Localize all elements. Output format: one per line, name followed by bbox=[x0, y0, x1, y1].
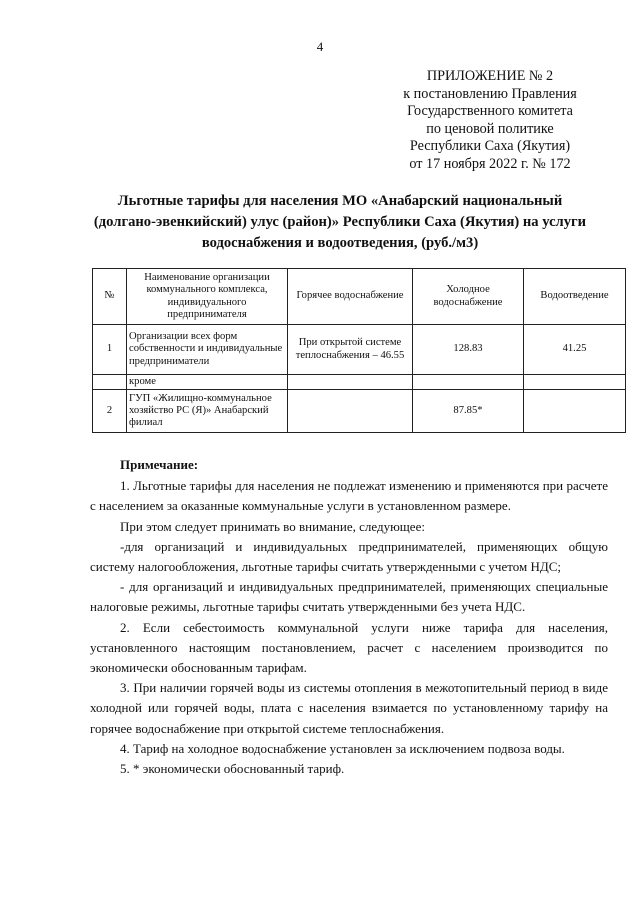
cell-hot-water: При открытой системе теплоснабжения – 46.55 bbox=[288, 325, 413, 375]
header-organization: Наименование организации коммунального комплекса, индивидуального предпринимателя bbox=[127, 269, 288, 325]
notes-heading: Примечание: bbox=[120, 457, 199, 472]
table-row bbox=[93, 375, 626, 390]
cell-hot-water bbox=[288, 390, 413, 433]
note-paragraph: -для организаций и индивидуальных предпринимателей, применяющих общую систему налогообложения, льготные тарифы считать утвержденными с учетом НДС; bbox=[90, 538, 608, 575]
note-paragraph: 5. * экономически обоснованный тариф. bbox=[120, 761, 345, 777]
appendix-line: по ценовой политике bbox=[426, 120, 554, 137]
header-drainage: Водоотведение bbox=[524, 269, 626, 325]
cell-cold-water: 128.83 bbox=[413, 325, 524, 375]
note-paragraph: - для организаций и индивидуальных предпринимателей, применяющих специальные налоговые режимы, льготные тарифы считать утвержденными без учета НДС. bbox=[90, 579, 608, 615]
cell-cold-water: 87.85* bbox=[413, 390, 524, 433]
cell-hot-water bbox=[288, 375, 413, 390]
cell-num: 2 bbox=[93, 390, 127, 433]
appendix-block bbox=[360, 68, 620, 174]
header-num: № bbox=[93, 269, 127, 325]
note-paragraph: При этом следует принимать во внимание, следующее: bbox=[120, 518, 425, 534]
cell-organization: ГУП «Жилищно-коммунальное хозяйство РС (Я)» Анабарский филиал bbox=[127, 390, 288, 433]
appendix-line: от 17 ноября 2022 г. № 172 bbox=[409, 155, 571, 172]
tariff-table bbox=[92, 268, 626, 433]
cell-organization: кроме bbox=[127, 375, 288, 390]
appendix-line: Государственного комитета bbox=[407, 103, 573, 120]
notes-section bbox=[90, 455, 608, 779]
cell-organization: Организации всех форм собственности и индивидуальные предприниматели bbox=[127, 325, 288, 375]
table-header-row bbox=[93, 269, 626, 325]
table-row bbox=[93, 325, 626, 375]
table-row bbox=[93, 390, 626, 433]
header-hot-water: Горячее водоснабжение bbox=[288, 269, 413, 325]
document-title: Льготные тарифы для населения МО «Анабарский национальный (долгано-эвенкийский) улус (район)» Республики Саха (Якутия) на услуги водоснабжения и водоотведения, (руб./м3) bbox=[93, 193, 587, 251]
note-paragraph: 3. При наличии горячей воды из системы отопления в межотопительный период в виде холодной или горячей воды, плата с населения взимается по установленному тарифу на горячее водоснабжение при открытой системе теплоснабжения. bbox=[90, 680, 608, 736]
note-paragraph: 1. Льготные тарифы для населения не подлежат изменению и применяются при расчете с населением за оказанные коммунальные услуги в установленном размере. bbox=[90, 478, 608, 514]
header-cold-water: Холодное водоснабжение bbox=[413, 269, 524, 325]
cell-cold-water bbox=[413, 375, 524, 390]
appendix-line: Республики Саха (Якутия) bbox=[409, 138, 571, 155]
note-paragraph: 4. Тариф на холодное водоснабжение установлен за исключением подвоза воды. bbox=[120, 740, 565, 756]
cell-drainage: 41.25 bbox=[524, 325, 626, 375]
cell-num bbox=[93, 375, 127, 390]
appendix-line: ПРИЛОЖЕНИЕ № 2 bbox=[426, 68, 554, 84]
cell-num: 1 bbox=[93, 325, 127, 375]
page-number: 4 bbox=[316, 39, 324, 54]
cell-drainage bbox=[524, 375, 626, 390]
appendix-line: к постановлению Правления bbox=[403, 85, 577, 102]
note-paragraph: 2. Если себестоимость коммунальной услуги ниже тарифа для населения, установленного настоящим постановлением, расчет с населением производится по экономически обоснованным тарифам. bbox=[90, 619, 608, 676]
cell-drainage bbox=[524, 390, 626, 433]
